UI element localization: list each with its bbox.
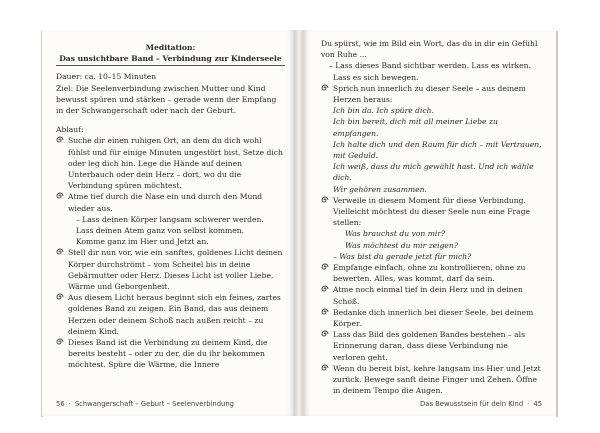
spiral-icon (321, 308, 329, 316)
continued-text: Lass es sich bewegen. (333, 72, 419, 82)
step-text: Empfange einfach, ohne zu kontrollieren, ohne zu bewerten. Alles, was kommt, darf da sein. (333, 263, 526, 284)
spiral-icon (56, 192, 64, 200)
quote-line: Ich weiß, dass du mich gewählt hast. Und ich wähle dich. (333, 162, 534, 183)
list-item (56, 292, 285, 337)
quote-line: Ich bin da. Ich spüre dich. (333, 106, 434, 116)
spiral-icon (321, 285, 329, 293)
list-item (321, 83, 542, 195)
right-page (303, 30, 556, 416)
list-item (321, 262, 542, 284)
step-subline: Lass deinen Atem ganz von selbst kommen. (76, 226, 245, 236)
spiral-icon (321, 84, 329, 92)
list-item (321, 363, 542, 397)
continued-text: – Lass dieses Band sichtbar werden. Lass es wirken. (329, 61, 531, 71)
step-text: Sprich nun innerlich zu dieser Seele – aus deinem Herzen heraus: (333, 83, 526, 105)
left-page-footer: 56 · Schwangerschaft – Geburt – Seelenverbindung (56, 400, 234, 408)
duration-line: Dauer: ca. 10–15 Minuten (56, 72, 157, 82)
spiral-icon (56, 338, 64, 346)
quote-line: Wir gehören zusammen. (333, 184, 427, 194)
step-subline: – Lass deinen Körper langsam schwerer werden. (76, 214, 264, 224)
spiral-icon (56, 136, 64, 144)
continued-text: Du spürst, wie im Bild ein Wort, das du in dir ein Gefühl von Ruhe ... (321, 39, 538, 60)
spiral-icon (321, 196, 329, 204)
list-item (321, 284, 542, 306)
step-text: Bedanke dich innerlich bei dieser Seele, bei deinem Körper. (333, 307, 534, 329)
step-subline: Komme ganz im Hier und Jetzt an. (76, 237, 209, 247)
question-line: Was brauchst du von mir? (345, 229, 446, 239)
step-text: Atme tief durch die Nase ein und durch den Mund wieder aus. (68, 192, 263, 213)
right-page-footer: Das Bewusstsein für dein Kind · 45 (420, 400, 542, 408)
spiral-icon (321, 364, 329, 372)
list-item (321, 307, 542, 329)
question-line: Was möchtest du mir zeigen? (345, 240, 458, 250)
list-item (56, 135, 285, 191)
list-item (56, 191, 285, 247)
spiral-icon (56, 248, 64, 256)
spiral-icon (321, 330, 329, 338)
step-text: Lass das Bild des goldenen Bandes bestehen – als Erinnerung daran, dass diese Verbindung nie verloren geht. (333, 330, 525, 362)
book-gutter (295, 30, 303, 416)
running-footer: Das Bewusstsein für dein Kind (420, 400, 524, 408)
running-footer: Schwangerschaft – Geburt – Seelenverbindung (74, 400, 234, 408)
step-text: Aus diesem Licht heraus beginnt sich ein feines, zartes goldenes Band zu zeigen. Ein Band, das aus deinem Herzen oder deinem Schoß nach außen reicht – zu deinem Kind. (68, 293, 281, 336)
step-text: Suche dir einen ruhigen Ort, an dem du dich wohl fühlst und für einige Minuten ungestört bist. Setze dich oder leg dich hin. Lege die Hände auf deinen Unterbauch oder dein Herz – dort, wo du die Verbindung spüren möchtest. (68, 136, 283, 191)
step-text: Dieses Band ist die Verbindung zu deinem Kind, die bereits besteht – oder zu der, die du ihr bekommen möchtest. Spüre die Wärme, die Innere (68, 338, 268, 370)
goal-paragraph: Ziel: Die Seelenverbindung zwischen Mutter und Kind bewusst spüren und stärken – gerade wenn der Empfang in der Schwangerschaft oder nach der Geburt. (56, 83, 277, 116)
step-text: Atme noch einmal tief in dein Herz und in deinen Schoß. (333, 285, 523, 306)
meditation-subtitle: Das unsichtbare Band – Verbindung zur Kinderseele (56, 53, 285, 66)
spiral-icon (321, 263, 329, 271)
page-number: 56 (56, 400, 65, 408)
quote-line: Ich bin bereit, dich mit all meiner Liebe zu empfangen. (333, 117, 498, 138)
meditation-title: Meditation: (145, 43, 196, 52)
right-page-content (321, 38, 542, 397)
left-page-content (56, 42, 285, 371)
step-text: Wenn du bereit bist, kehre langsam ins Hier und Jetzt zurück. Bewege sanft deine Finger und Zehen. Öffne in deinem Tempo die Augen. (333, 363, 541, 396)
left-page (42, 30, 295, 416)
list-item (56, 247, 285, 292)
question-line: – Was bist du gerade jetzt für mich? (333, 251, 472, 261)
process-label: Ablauf: (56, 125, 84, 135)
quote-line: Ich halte dich und den Raum für dich – mit Vertrauen, mit Geduld. (333, 139, 542, 161)
list-item (321, 195, 542, 262)
step-text: Verweile in diesem Moment für diese Verbindung. Vielleicht möchtest du dieser Seele nun eine Frage stellen: (333, 195, 530, 228)
right-page-edge (556, 31, 558, 417)
spiral-icon (56, 293, 64, 301)
step-text: Stell dir nun vor, wie ein sanftes, goldenes Licht deinen Körper durchströmt – vom Scheitel bis in deine Gebärmutter oder Herz. Dieses Licht ist voller Liebe, Wärme und Geborgenheit. (68, 248, 283, 292)
page-number: 45 (533, 400, 542, 408)
list-item (321, 329, 542, 363)
list-item (56, 337, 285, 371)
